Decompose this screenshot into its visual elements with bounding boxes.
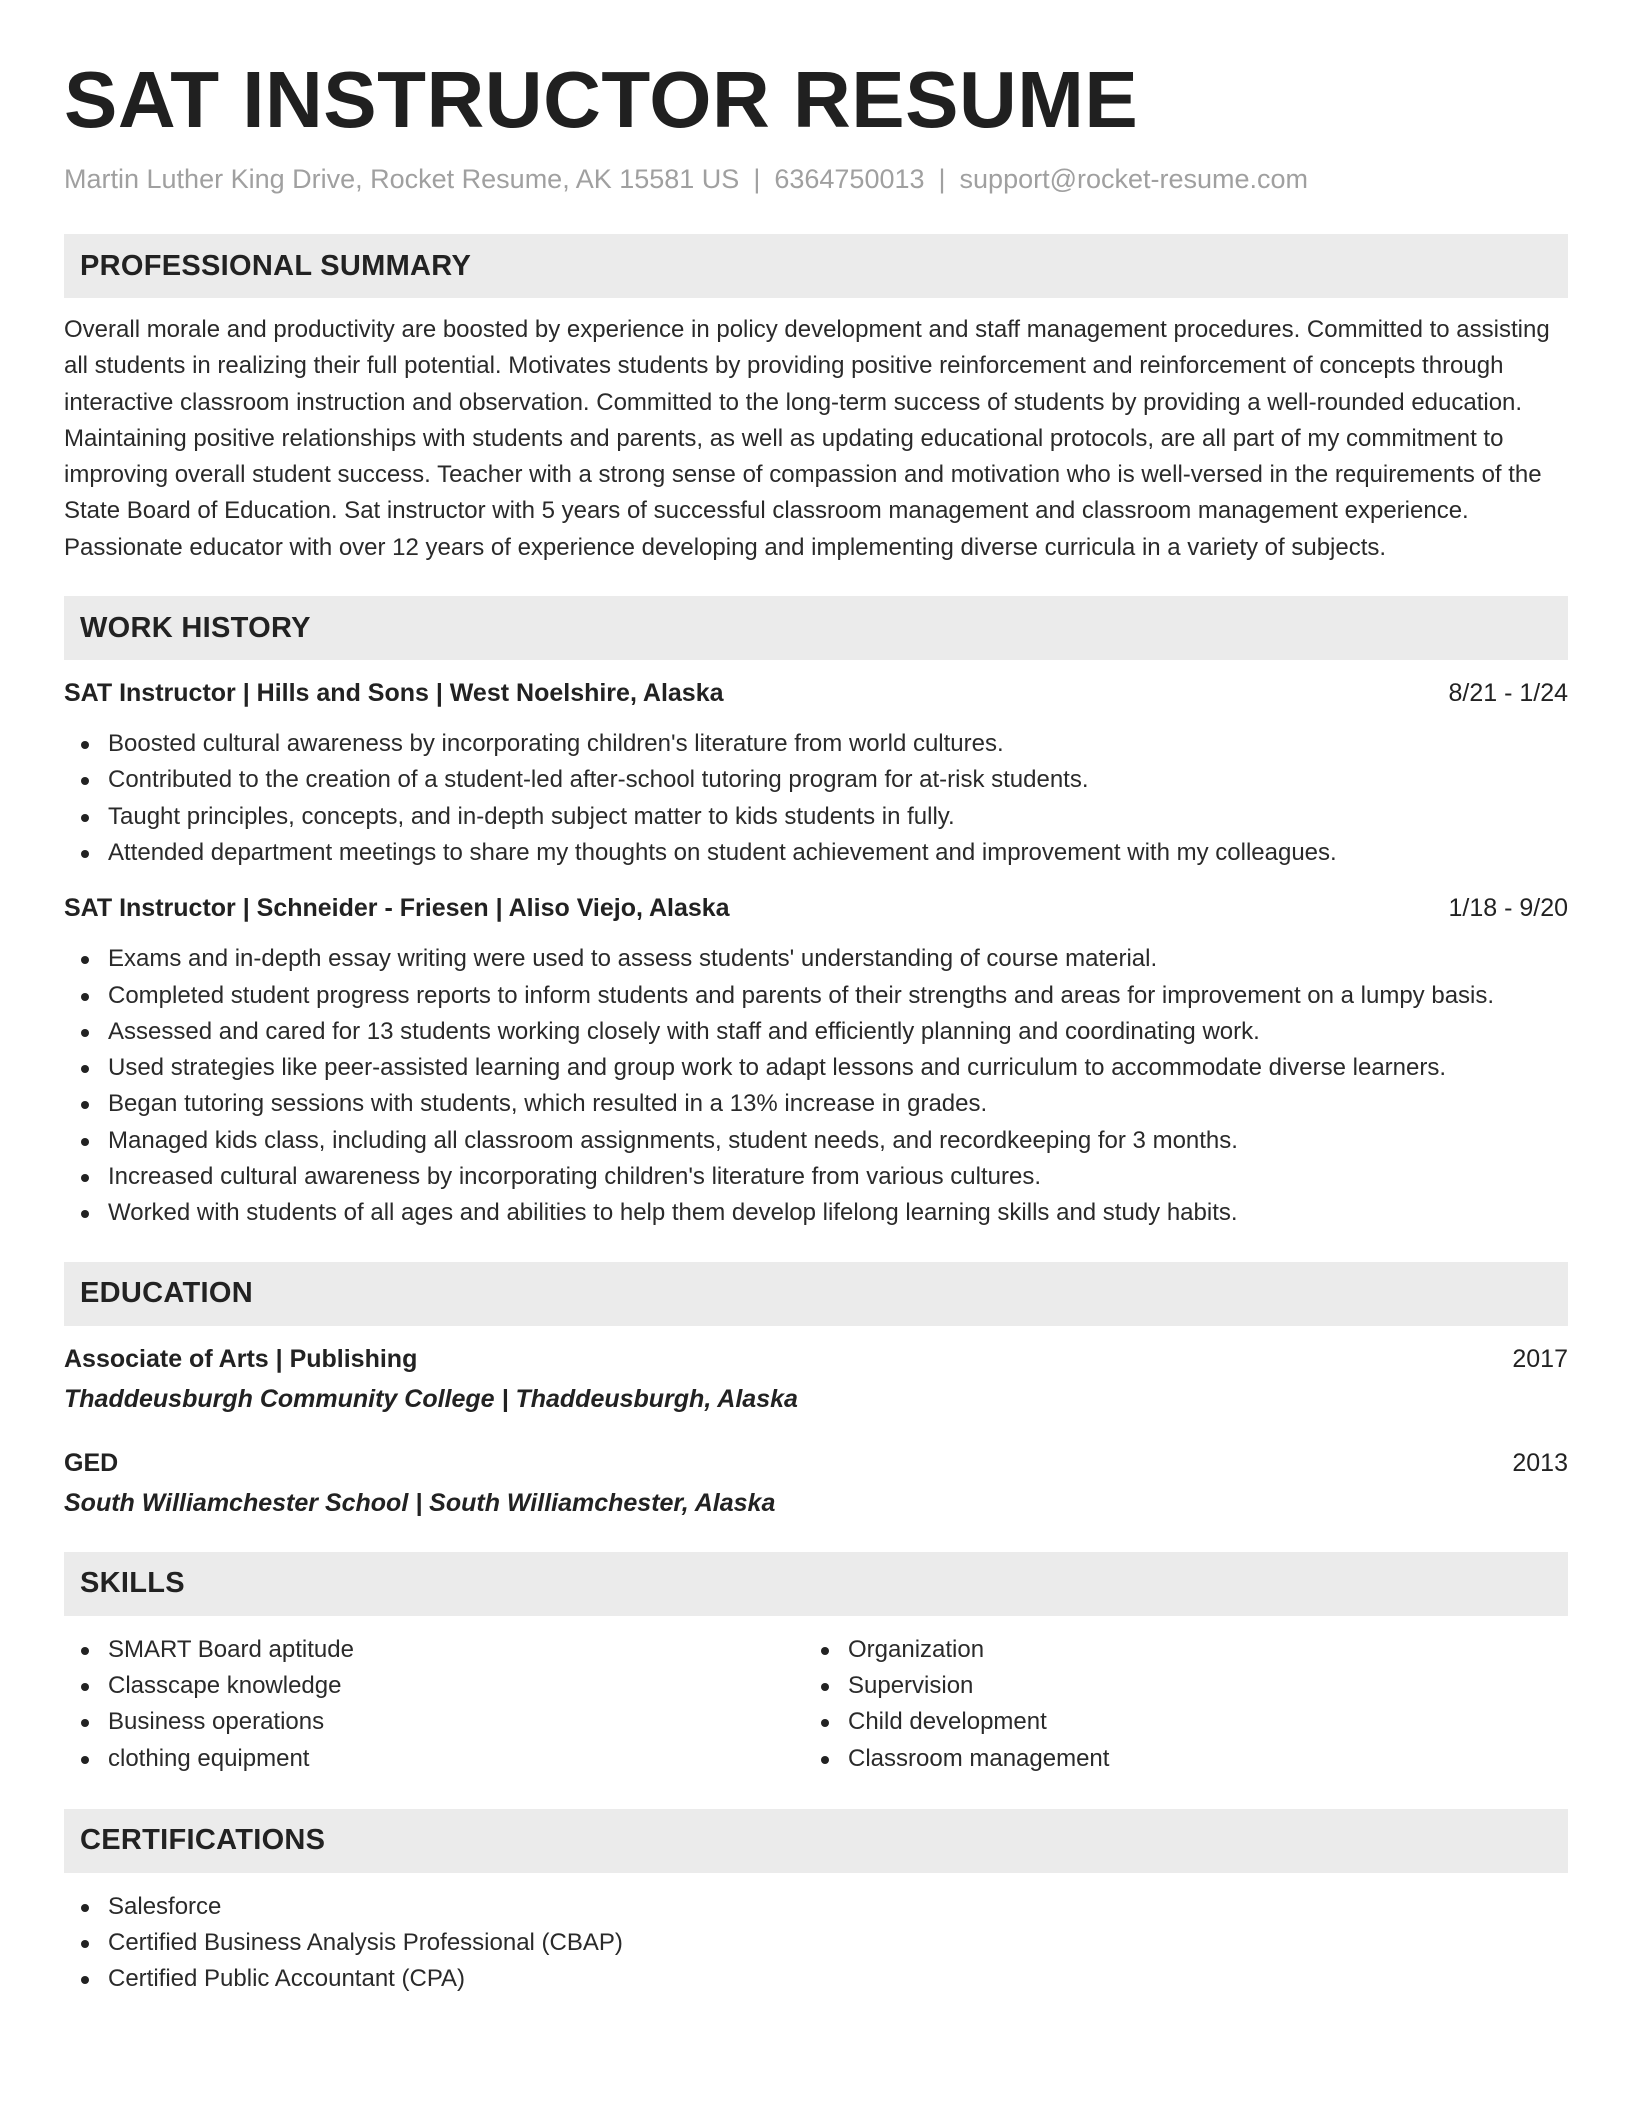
summary-text: Overall morale and productivity are boosted by experience in policy development and staff management procedures. Committed to assisting all students in realizing their full potential. Motivates students by providing positive reinforcement and reinforcement of concepts through interactive classroom instruction and observation. Committed to the long-term success of students by providing a well-rounded education. Maintaining positive relationships with students and parents, as well as updating educational protocols, are all part of my commitment to improving overall student success. Teacher with a strong sense of compassion and motivation who is well-versed in the requirements of the State Board of Education. Sat instructor with 5 years of successful classroom management and classroom management experience. Passionate educator with over 12 years of experience developing and implementing diverse curricula in a variety of subjects. xyxy=(64,316,1550,561)
list-item: Organization xyxy=(804,1632,1544,1668)
work-history-section-header: WORK HISTORY xyxy=(64,596,1568,660)
list-item: Attended department meetings to share my thoughts on student achievement and improvement with my colleagues. xyxy=(64,835,1568,871)
list-item: Used strategies like peer-assisted learning and group work to adapt lessons and curriculum to accommodate diverse learners. xyxy=(64,1050,1568,1086)
contact-separator: | xyxy=(753,164,761,194)
list-item: Salesforce xyxy=(64,1889,1568,1925)
list-item: Worked with students of all ages and abilities to help them develop lifelong learning skills and study habits. xyxy=(64,1195,1568,1231)
certifications-section-header: CERTIFICATIONS xyxy=(64,1809,1568,1873)
list-item: Contributed to the creation of a student-led after-school tutoring program for at-risk students. xyxy=(64,762,1568,798)
education-section-header: EDUCATION xyxy=(64,1262,1568,1326)
job-date: 1/18 - 9/20 xyxy=(1448,894,1568,923)
list-item: Classroom management xyxy=(804,1741,1544,1777)
certifications-list xyxy=(64,1889,1568,1998)
job-title: SAT Instructor | Hills and Sons | West Noelshire, Alaska xyxy=(64,679,724,708)
job-date: 8/21 - 1/24 xyxy=(1448,679,1568,708)
contact-address: Martin Luther King Drive, Rocket Resume, AK 15581 US xyxy=(64,164,740,194)
list-item: Certified Business Analysis Professional (CBAP) xyxy=(64,1925,1568,1961)
education-heading-line xyxy=(64,1342,1568,1376)
job-title: SAT Instructor | Schneider - Friesen | Aliso Viejo, Alaska xyxy=(64,894,730,923)
contact-line xyxy=(64,162,1568,196)
list-item: Boosted cultural awareness by incorporating children's literature from world cultures. xyxy=(64,726,1568,762)
list-item: clothing equipment xyxy=(64,1741,804,1777)
list-item: Exams and in-depth essay writing were used to assess students' understanding of course material. xyxy=(64,941,1568,977)
education-school: Thaddeusburgh Community College | Thaddeusburgh, Alaska xyxy=(64,1384,798,1413)
list-item: Taught principles, concepts, and in-depth subject matter to kids students in fully. xyxy=(64,799,1568,835)
education-year: 2013 xyxy=(1512,1448,1568,1477)
education-entry xyxy=(64,1446,1568,1520)
list-item: Assessed and cared for 13 students working closely with staff and efficiently planning and coordinating work. xyxy=(64,1014,1568,1050)
job-entry xyxy=(64,676,1568,871)
job-heading-line xyxy=(64,676,1568,710)
skills-list-left xyxy=(64,1632,804,1777)
skills-list-right xyxy=(804,1632,1544,1777)
resume-title: SAT INSTRUCTOR RESUME xyxy=(64,55,1139,144)
skills-section-header: SKILLS xyxy=(64,1552,1568,1616)
contact-separator: | xyxy=(938,164,946,194)
list-item: Child development xyxy=(804,1704,1544,1740)
education-heading-line xyxy=(64,1446,1568,1480)
education-degree: GED xyxy=(64,1448,119,1477)
job-duties-list xyxy=(64,941,1568,1231)
list-item: Completed student progress reports to inform students and parents of their strengths and areas for improvement on a lumpy basis. xyxy=(64,978,1568,1014)
education-entry xyxy=(64,1342,1568,1416)
contact-phone: 6364750013 xyxy=(774,164,925,194)
list-item: Supervision xyxy=(804,1668,1544,1704)
summary-section-header: PROFESSIONAL SUMMARY xyxy=(64,234,1568,298)
job-duties-list xyxy=(64,726,1568,871)
list-item: Managed kids class, including all classroom assignments, student needs, and recordkeeping for 3 months. xyxy=(64,1123,1568,1159)
skills-grid xyxy=(64,1632,1568,1777)
education-school: South Williamchester School | South Williamchester, Alaska xyxy=(64,1488,776,1517)
job-entry xyxy=(64,891,1568,1231)
list-item: Began tutoring sessions with students, which resulted in a 13% increase in grades. xyxy=(64,1086,1568,1122)
list-item: SMART Board aptitude xyxy=(64,1632,804,1668)
list-item: Business operations xyxy=(64,1704,804,1740)
job-heading-line xyxy=(64,891,1568,925)
education-degree: Associate of Arts | Publishing xyxy=(64,1344,418,1373)
list-item: Certified Public Accountant (CPA) xyxy=(64,1961,1568,1997)
education-year: 2017 xyxy=(1512,1344,1568,1373)
list-item: Classcape knowledge xyxy=(64,1668,804,1704)
list-item: Increased cultural awareness by incorporating children's literature from various cultures. xyxy=(64,1159,1568,1195)
contact-email: support@rocket-resume.com xyxy=(959,164,1309,194)
